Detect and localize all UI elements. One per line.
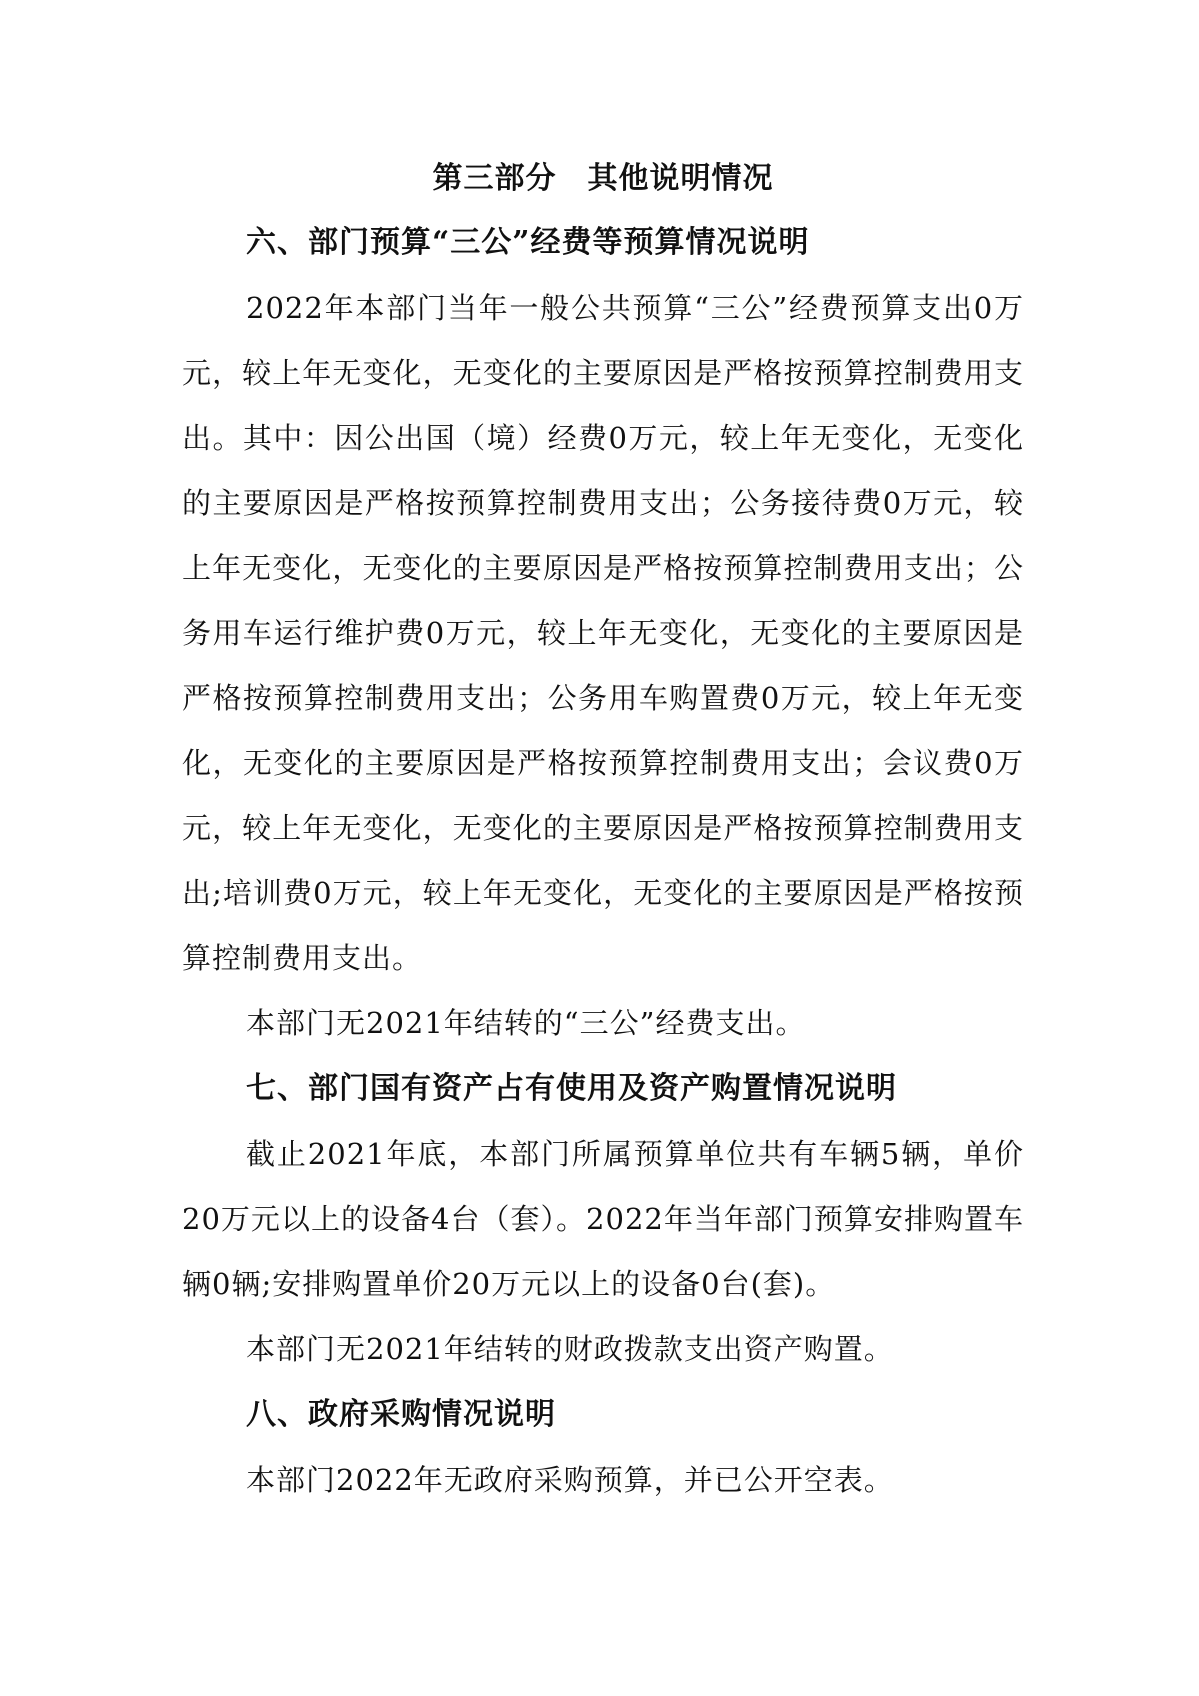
section-heading-eight: 八、政府采购情况说明 <box>246 1397 556 1432</box>
section-heading-six: 六、部门预算“三公”经费等预算情况说明 <box>246 225 810 260</box>
assets-carryover-paragraph: 本部门无2021年结转的财政拨款支出资产购置。 <box>246 1332 894 1366</box>
document-body <box>182 148 1024 1513</box>
state-assets-paragraph: 截止2021年底，本部门所属预算单位共有车辆5辆，单价20万元以上的设备4台（套）。2022年当年部门预算安排购置车辆0辆;安排购置单价20万元以上的设备0台(套)。 <box>182 1137 1024 1301</box>
government-procurement-paragraph: 本部门2022年无政府采购预算，并已公开空表。 <box>246 1463 894 1497</box>
three-public-expenses-paragraph: 2022年本部门当年一般公共预算“三公”经费预算支出0万元，较上年无变化，无变化的主要原因是严格按预算控制费用支出。其中：因公出国（境）经费0万元，较上年无变化，无变化的主要原因是严格按预算控制费用支出；公务接待费0万元，较上年无变化，无变化的主要原因是严格按预算控制费用支出；公务用车运行维护费0万元，较上年无变化，无变化的主要原因是严格按预算控制费用支出；公务用车购置费0万元，较上年无变化，无变化的主要原因是严格按预算控制费用支出；会议费0万元，较上年无变化，无变化的主要原因是严格按预算控制费用支出;培训费0万元，较上年无变化，无变化的主要原因是严格按预算控制费用支出。 <box>182 291 1024 975</box>
three-public-carryover-paragraph: 本部门无2021年结转的“三公”经费支出。 <box>246 1006 806 1040</box>
section-heading-seven: 七、部门国有资产占有使用及资产购置情况说明 <box>246 1071 897 1106</box>
part-title: 第三部分 其他说明情况 <box>432 161 774 196</box>
